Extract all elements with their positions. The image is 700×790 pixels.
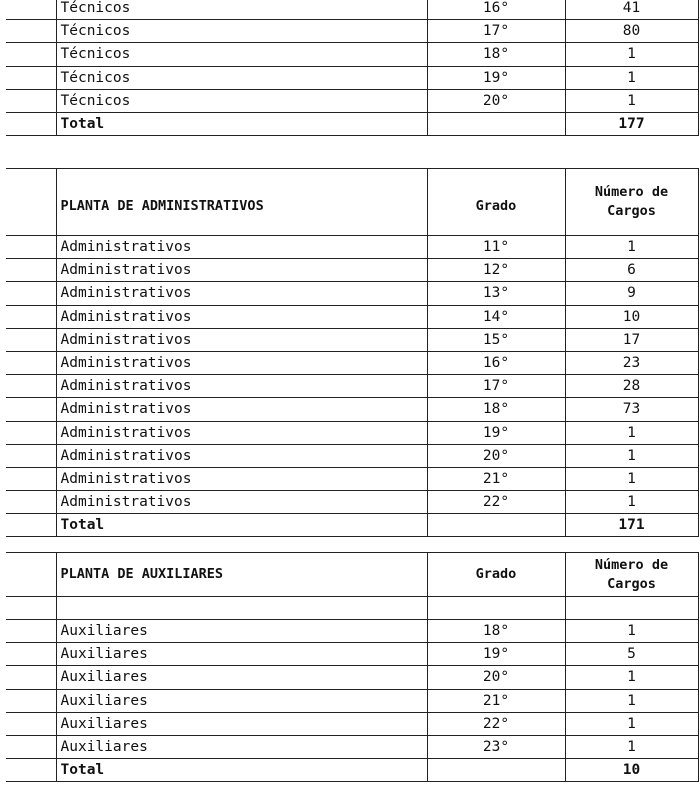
numero-cell: 1 bbox=[565, 467, 698, 490]
header-row bbox=[6, 553, 698, 597]
row-spacer bbox=[6, 421, 56, 444]
numero-cell: 9 bbox=[565, 282, 698, 305]
grado-cell: 12° bbox=[427, 259, 565, 282]
empty-cell bbox=[427, 759, 565, 782]
numero-cell: 1 bbox=[565, 43, 698, 66]
table-row bbox=[6, 20, 698, 43]
row-spacer bbox=[6, 328, 56, 351]
table-row bbox=[6, 328, 698, 351]
cargo-cell: Técnicos bbox=[56, 43, 427, 66]
grado-cell: 16° bbox=[427, 351, 565, 374]
table-row bbox=[6, 735, 698, 758]
auxiliares-table bbox=[6, 552, 699, 782]
row-spacer bbox=[6, 305, 56, 328]
total-row bbox=[6, 514, 698, 537]
cargo-cell: Administrativos bbox=[56, 467, 427, 490]
cargo-cell: Administrativos bbox=[56, 375, 427, 398]
blank-row bbox=[6, 597, 698, 620]
numero-cell: 1 bbox=[565, 491, 698, 514]
numero-cell: 1 bbox=[565, 666, 698, 689]
table-row bbox=[6, 421, 698, 444]
row-spacer bbox=[6, 43, 56, 66]
grado-cell: 19° bbox=[427, 643, 565, 666]
numero-cell: 6 bbox=[565, 259, 698, 282]
table-row bbox=[6, 444, 698, 467]
grado-cell: 16° bbox=[427, 0, 565, 20]
cargo-cell: Auxiliares bbox=[56, 735, 427, 758]
total-value: 177 bbox=[565, 112, 698, 135]
table-row bbox=[6, 467, 698, 490]
numero-cell: 17 bbox=[565, 328, 698, 351]
table-row bbox=[6, 66, 698, 89]
numero-cell: 1 bbox=[565, 421, 698, 444]
row-spacer bbox=[6, 112, 56, 135]
grado-cell: 11° bbox=[427, 236, 565, 259]
empty-cell bbox=[427, 112, 565, 135]
numero-cell: 5 bbox=[565, 643, 698, 666]
row-spacer bbox=[6, 375, 56, 398]
row-spacer bbox=[6, 444, 56, 467]
numero-cell: 28 bbox=[565, 375, 698, 398]
cargo-cell: Técnicos bbox=[56, 0, 427, 20]
row-spacer bbox=[6, 620, 56, 643]
table-row bbox=[6, 398, 698, 421]
cargo-cell: Auxiliares bbox=[56, 712, 427, 735]
total-row bbox=[6, 759, 698, 782]
row-spacer bbox=[6, 666, 56, 689]
cargo-cell: Auxiliares bbox=[56, 666, 427, 689]
table-row bbox=[6, 282, 698, 305]
grado-cell: 20° bbox=[427, 666, 565, 689]
grado-cell: 23° bbox=[427, 735, 565, 758]
row-spacer bbox=[6, 491, 56, 514]
cargo-cell: Administrativos bbox=[56, 351, 427, 374]
cargo-cell: Técnicos bbox=[56, 20, 427, 43]
numero-header-line2: Cargos bbox=[607, 203, 656, 219]
administrativos-body bbox=[6, 169, 698, 537]
cargo-cell: Administrativos bbox=[56, 236, 427, 259]
total-label: Total bbox=[56, 759, 427, 782]
cargo-cell: Auxiliares bbox=[56, 643, 427, 666]
cargo-cell: Administrativos bbox=[56, 282, 427, 305]
table-row bbox=[6, 712, 698, 735]
row-spacer bbox=[6, 467, 56, 490]
table-row bbox=[6, 305, 698, 328]
numero-cell: 41 bbox=[565, 0, 698, 20]
table-row bbox=[6, 259, 698, 282]
empty-cell bbox=[427, 597, 565, 620]
total-value: 171 bbox=[565, 514, 698, 537]
numero-cell: 1 bbox=[565, 236, 698, 259]
total-label: Total bbox=[56, 112, 427, 135]
grado-cell: 21° bbox=[427, 689, 565, 712]
table-row bbox=[6, 375, 698, 398]
grado-cell: 20° bbox=[427, 444, 565, 467]
empty-cell bbox=[565, 597, 698, 620]
grado-cell: 17° bbox=[427, 20, 565, 43]
grado-cell: 20° bbox=[427, 89, 565, 112]
cargo-cell: Administrativos bbox=[56, 259, 427, 282]
row-spacer bbox=[6, 20, 56, 43]
numero-cell: 1 bbox=[565, 735, 698, 758]
row-spacer bbox=[6, 169, 56, 236]
table-row bbox=[6, 351, 698, 374]
table-row bbox=[6, 620, 698, 643]
numero-cell: 73 bbox=[565, 398, 698, 421]
numero-header-line1: Número de bbox=[594, 184, 669, 200]
tecnicos-table bbox=[6, 0, 699, 136]
administrativos-table bbox=[6, 168, 699, 537]
grado-cell: 18° bbox=[427, 43, 565, 66]
grado-cell: 14° bbox=[427, 305, 565, 328]
numero-cell: 1 bbox=[565, 712, 698, 735]
grado-header: Grado bbox=[427, 169, 565, 236]
table-row bbox=[6, 666, 698, 689]
table-row bbox=[6, 491, 698, 514]
cargo-cell: Técnicos bbox=[56, 89, 427, 112]
row-spacer bbox=[6, 553, 56, 597]
grado-cell: 21° bbox=[427, 467, 565, 490]
table-row bbox=[6, 689, 698, 712]
grado-cell: 15° bbox=[427, 328, 565, 351]
numero-cell: 1 bbox=[565, 620, 698, 643]
row-spacer bbox=[6, 259, 56, 282]
total-value: 10 bbox=[565, 759, 698, 782]
numero-cell: 1 bbox=[565, 89, 698, 112]
row-spacer bbox=[6, 66, 56, 89]
section-title: PLANTA DE AUXILIARES bbox=[56, 553, 427, 597]
row-spacer bbox=[6, 0, 56, 20]
numero-header bbox=[565, 169, 698, 236]
grado-cell: 19° bbox=[427, 421, 565, 444]
table-row bbox=[6, 43, 698, 66]
row-spacer bbox=[6, 282, 56, 305]
row-spacer bbox=[6, 712, 56, 735]
grado-cell: 19° bbox=[427, 66, 565, 89]
numero-cell: 10 bbox=[565, 305, 698, 328]
table-row bbox=[6, 643, 698, 666]
row-spacer bbox=[6, 351, 56, 374]
cargo-cell: Administrativos bbox=[56, 328, 427, 351]
row-spacer bbox=[6, 759, 56, 782]
grado-cell: 22° bbox=[427, 712, 565, 735]
grado-cell: 18° bbox=[427, 620, 565, 643]
cargo-cell: Técnicos bbox=[56, 66, 427, 89]
numero-header-line1: Número de bbox=[594, 556, 669, 573]
section-title: PLANTA DE ADMINISTRATIVOS bbox=[56, 169, 427, 236]
cargo-cell: Administrativos bbox=[56, 305, 427, 328]
cargo-cell: Administrativos bbox=[56, 398, 427, 421]
cargo-cell: Administrativos bbox=[56, 444, 427, 467]
row-spacer bbox=[6, 643, 56, 666]
total-row bbox=[6, 112, 698, 135]
cargo-cell: Administrativos bbox=[56, 491, 427, 514]
grado-header: Grado bbox=[427, 553, 565, 597]
grado-cell: 13° bbox=[427, 282, 565, 305]
total-label: Total bbox=[56, 514, 427, 537]
row-spacer bbox=[6, 236, 56, 259]
row-spacer bbox=[6, 514, 56, 537]
numero-cell: 1 bbox=[565, 689, 698, 712]
numero-cell: 1 bbox=[565, 66, 698, 89]
tecnicos-body bbox=[6, 0, 698, 136]
row-spacer bbox=[6, 398, 56, 421]
numero-header-line2: Cargos bbox=[607, 575, 656, 592]
numero-header bbox=[565, 553, 698, 597]
table-row bbox=[6, 236, 698, 259]
row-spacer bbox=[6, 597, 56, 620]
grado-cell: 18° bbox=[427, 398, 565, 421]
row-spacer bbox=[6, 735, 56, 758]
auxiliares-body bbox=[6, 553, 698, 782]
header-row bbox=[6, 169, 698, 236]
grado-cell: 22° bbox=[427, 491, 565, 514]
empty-cell bbox=[427, 514, 565, 537]
cargo-cell: Auxiliares bbox=[56, 689, 427, 712]
grado-cell: 17° bbox=[427, 375, 565, 398]
empty-cell bbox=[56, 597, 427, 620]
table-row bbox=[6, 0, 698, 20]
cargo-cell: Auxiliares bbox=[56, 620, 427, 643]
row-spacer bbox=[6, 689, 56, 712]
table-row bbox=[6, 89, 698, 112]
numero-cell: 23 bbox=[565, 351, 698, 374]
numero-cell: 80 bbox=[565, 20, 698, 43]
numero-cell: 1 bbox=[565, 444, 698, 467]
row-spacer bbox=[6, 89, 56, 112]
cargo-cell: Administrativos bbox=[56, 421, 427, 444]
